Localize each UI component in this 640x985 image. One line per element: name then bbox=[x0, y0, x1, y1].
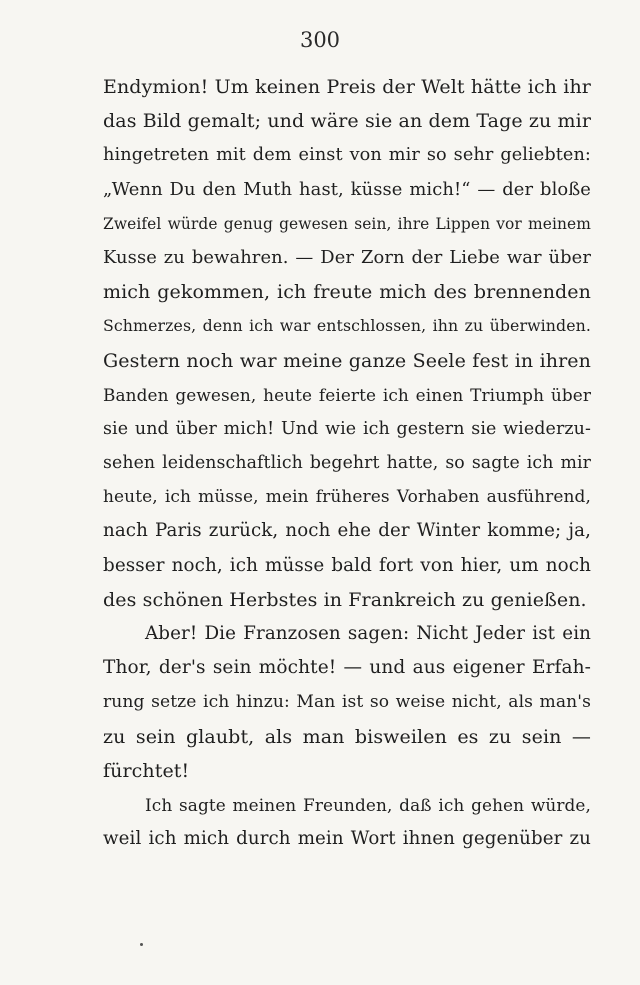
paragraph bbox=[103, 70, 591, 617]
text-line: Endymion! Um keinen Preis der Welt hätte ich ihr bbox=[103, 76, 591, 98]
text-line: mich gekommen, ich freute mich des brennenden bbox=[103, 281, 591, 304]
paragraph bbox=[103, 788, 591, 856]
text-line: Thor, der's sein möchte! — und aus eigener Erfah- bbox=[103, 657, 591, 679]
text-line: fürchtet! bbox=[103, 759, 190, 782]
paragraph bbox=[103, 617, 591, 788]
text-line: Aber! Die Franzosen sagen: Nicht Jeder ist ein bbox=[145, 623, 591, 644]
text-line: Schmerzes, denn ich war entschlossen, ihn zu überwinden. bbox=[103, 316, 591, 336]
page-number: 300 bbox=[299, 28, 341, 52]
text-line: Zweifel würde genug gewesen sein, ihre Lippen vor meinem bbox=[103, 214, 591, 233]
text-line: heute, ich müsse, mein früheres Vorhaben ausführend, bbox=[103, 487, 591, 508]
text-line: „Wenn Du den Muth hast, küsse mich!“ — der bloße bbox=[103, 178, 591, 200]
text-line: das Bild gemalt; und wäre sie an dem Tage zu mir bbox=[103, 110, 591, 133]
text-line: Gestern noch war meine ganze Seele fest in ihren bbox=[103, 349, 591, 372]
text-line: hingetreten mit dem einst von mir so sehr geliebten: bbox=[103, 145, 591, 166]
text-line: Ich sagte meinen Freunden, daß ich gehen würde, bbox=[145, 794, 591, 815]
text-line: Banden gewesen, heute feierte ich einen Triumph über bbox=[103, 384, 591, 405]
text-line: rung setze ich hinzu: Man ist so weise nicht, als man's bbox=[103, 692, 591, 713]
text-line: des schönen Herbstes in Frankreich zu genießen. bbox=[103, 588, 587, 611]
text-line: zu sein glaubt, als man bisweilen es zu sein — bbox=[103, 725, 591, 748]
text-line: sie und über mich! Und wie ich gestern sie wiederzu- bbox=[103, 418, 591, 439]
text-line: nach Paris zurück, noch ehe der Winter komme; ja, bbox=[103, 520, 591, 542]
text-line: sehen leidenschaftlich begehrt hatte, so sagte ich mir bbox=[103, 453, 591, 474]
text-line: besser noch, ich müsse bald fort von hier, um noch bbox=[103, 554, 591, 576]
print-speck bbox=[140, 943, 143, 946]
body-text bbox=[103, 70, 591, 856]
text-line: Kusse zu bewahren. — Der Zorn der Liebe war über bbox=[103, 246, 591, 268]
text-line: weil ich mich durch mein Wort ihnen gegenüber zu bbox=[103, 828, 591, 850]
